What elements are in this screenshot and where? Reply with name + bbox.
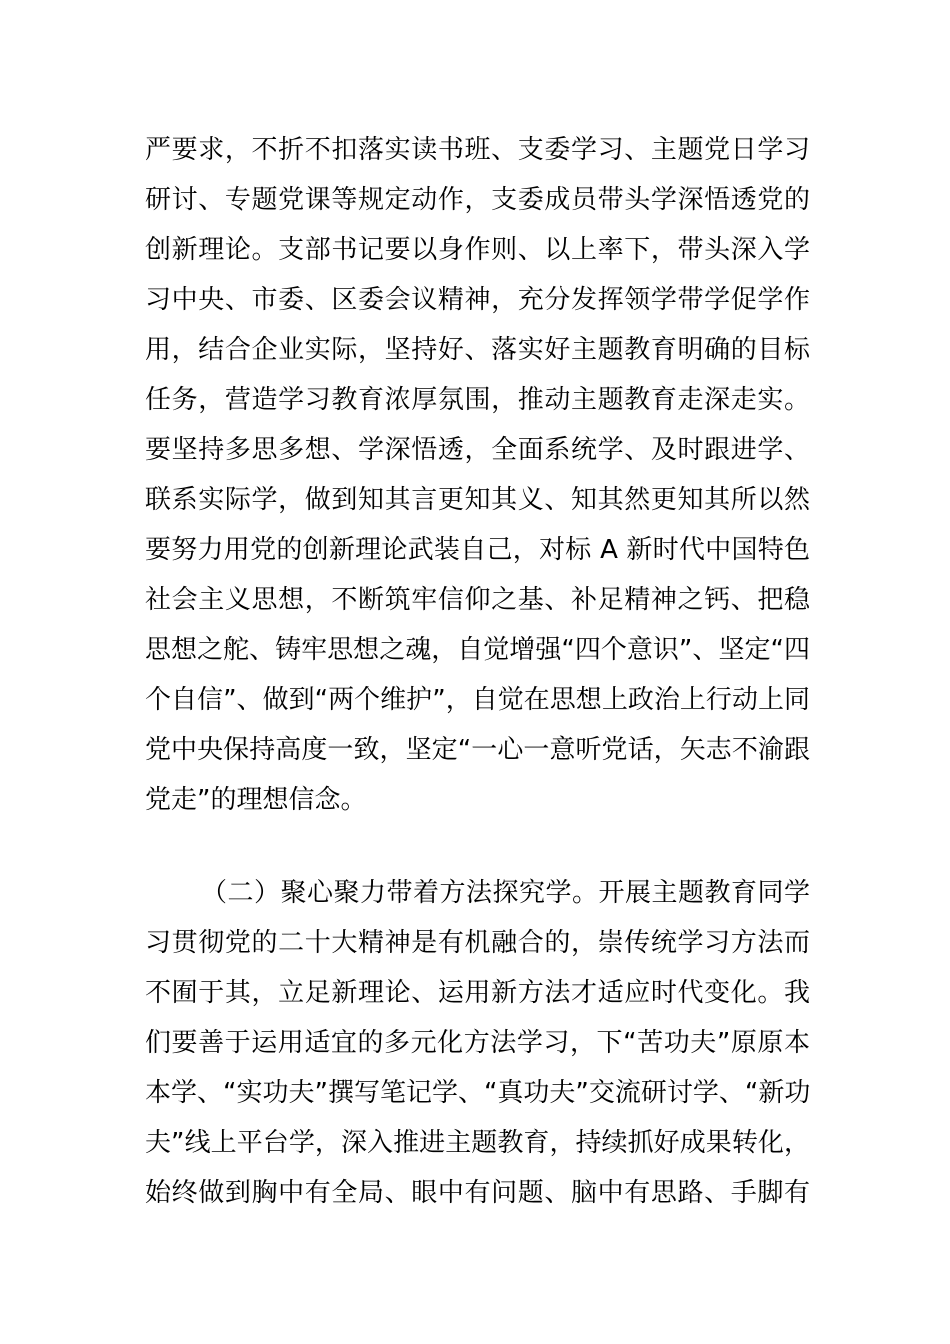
paragraph-line: 个自信”、做到“两个维护”，自觉在思想上政治上行动上同 — [145, 685, 810, 715]
paragraph-line: 习贯彻党的二十大精神是有机融合的，崇传统学习方法而 — [145, 928, 810, 958]
paragraph-1 — [145, 125, 810, 825]
paragraph-line: 夫”线上平台学，深入推进主题教育，持续抓好成果转化， — [145, 1128, 810, 1158]
paragraph-line: 们要善于运用适宜的多元化方法学习，下“苦功夫”原原本 — [145, 1028, 810, 1058]
paragraph-line: 用，结合企业实际，坚持好、落实好主题教育明确的目标 — [145, 335, 810, 365]
paragraph-line: 要坚持多思多想、学深悟透，全面系统学、及时跟进学、 — [145, 435, 810, 465]
paragraph-line: 研讨、专题党课等规定动作，支委成员带头学深悟透党的 — [145, 185, 810, 215]
paragraph-2 — [145, 868, 810, 1218]
paragraph-line: 本学、“实功夫”撰写笔记学、“真功夫”交流研讨学、“新功 — [145, 1078, 810, 1108]
paragraph-line: 习中央、市委、区委会议精神，充分发挥领学带学促学作 — [145, 285, 810, 315]
paragraph-line: 始终做到胸中有全局、眼中有问题、脑中有思路、手脚有 — [145, 1178, 810, 1208]
paragraph-line: 党中央保持高度一致，坚定“一心一意听党话，矢志不渝跟 — [145, 735, 810, 765]
paragraph-line: 创新理论。支部书记要以身作则、以上率下，带头深入学 — [145, 235, 810, 265]
paragraph-line: 社会主义思想，不断筑牢信仰之基、补足精神之钙、把稳 — [145, 585, 810, 615]
paragraph-line: 要努力用党的创新理论武装自己，对标 A 新时代中国特色 — [145, 535, 810, 565]
paragraph-line: 联系实际学，做到知其言更知其义、知其然更知其所以然 — [145, 485, 810, 515]
paragraph-line: 任务，营造学习教育浓厚氛围，推动主题教育走深走实。 — [145, 385, 810, 415]
paragraph-line: 严要求，不折不扣落实读书班、支委学习、主题党日学习 — [145, 135, 810, 165]
paragraph-line: 党走”的理想信念。 — [145, 785, 367, 815]
paragraph-line: 思想之舵、铸牢思想之魂，自觉增强“四个意识”、坚定“四 — [145, 635, 810, 665]
paragraph-line: 不囿于其，立足新理论、运用新方法才适应时代变化。我 — [145, 978, 810, 1008]
paragraph-line: （二）聚心聚力带着方法探究学。开展主题教育同学 — [201, 878, 810, 908]
